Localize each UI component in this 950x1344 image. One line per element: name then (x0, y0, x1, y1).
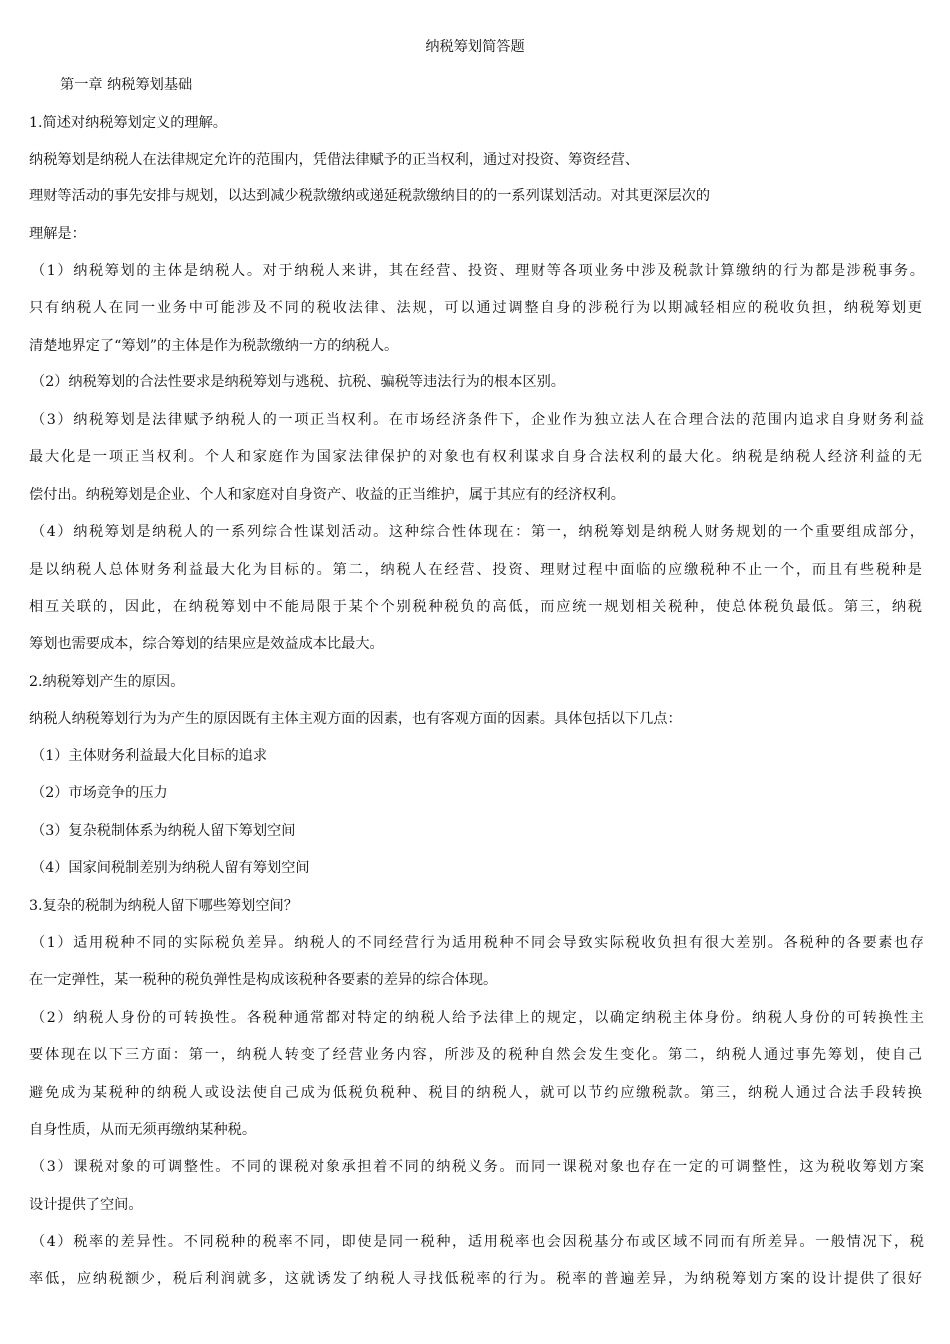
q3-point-1-line: （1）适用税种不同的实际税负差异。纳税人的不同经营行为适用税种不同会导致实际税收负担有很大差别。各税种的各要素也存 (31, 935, 924, 951)
q1-point-3-line: （3）纳税筹划是法律赋予纳税人的一项正当权利。在市场经济条件下，企业作为独立法人在合理合法的范围内追求自身财务利益 (31, 412, 924, 428)
question-2-intro: 纳税人纳税筹划行为为产生的原因既有主体主观方面的因素，也有客观方面的因素。具体包括以下几点： (29, 711, 682, 727)
q1-point-4-line: 是以纳税人总体财务利益最大化为目标的。第二，纳税人在经营、投资、理财过程中面临的应缴税种不止一个，而且有些税种是 (29, 562, 922, 578)
question-2-heading: 2.纳税筹划产生的原因。 (29, 674, 185, 690)
q3-point-2-line: （2）纳税人身份的可转换性。各税种通常都对特定的纳税人给予法律上的规定，以确定纳税主体身份。纳税人身份的可转换性主 (31, 1010, 924, 1026)
question-1-intro-line: 纳税筹划是纳税人在法律规定允许的范围内，凭借法律赋予的正当权利，通过对投资、筹资经营、 (29, 152, 640, 168)
q2-list-item: （2）市场竞争的压力 (31, 785, 168, 801)
q1-point-1-line: 清楚地界定了“筹划”的主体是作为税款缴纳一方的纳税人。 (29, 338, 399, 354)
question-1-heading: 1.简述对纳税筹划定义的理解。 (29, 115, 227, 131)
question-1-intro-line: 理解是： (29, 226, 86, 242)
q1-point-3-line: 偿付出。纳税筹划是企业、个人和家庭对自身资产、收益的正当维护，属于其应有的经济权利。 (29, 487, 625, 503)
q1-point-2: （2）纳税筹划的合法性要求是纳税筹划与逃税、抗税、骗税等违法行为的根本区别。 (31, 374, 565, 390)
q1-point-3-line: 最大化是一项正当权利。个人和家庭作为国家法律保护的对象也有权利谋求自身合法权利的最大化。纳税是纳税人经济利益的无 (29, 449, 922, 465)
question-3-heading: 3.复杂的税制为纳税人留下哪些筹划空间？ (29, 898, 298, 914)
q3-point-2-line: 要体现在以下三方面：第一，纳税人转变了经营业务内容，所涉及的税种自然会发生变化。第二，纳税人通过事先筹划，使自己 (29, 1047, 922, 1063)
q3-point-2-line: 自身性质，从而无须再缴纳某种税。 (29, 1122, 257, 1138)
q3-point-4-line: 率低，应纳税额少，税后利润就多，这就诱发了纳税人寻找低税率的行为。税率的普遍差异，为纳税筹划方案的设计提供了很好 (29, 1271, 922, 1287)
chapter-heading: 第一章 纳税筹划基础 (60, 77, 193, 93)
q2-list-item: （1）主体财务利益最大化目标的追求 (31, 748, 268, 764)
q1-point-4-line: （4）纳税筹划是纳税人的一系列综合性谋划活动。这种综合性体现在：第一，纳税筹划是纳税人财务规划的一个重要组成部分， (31, 524, 924, 540)
q3-point-1-line: 在一定弹性，某一税种的税负弹性是构成该税种各要素的差异的综合体现。 (29, 972, 498, 988)
q3-point-3-line: 设计提供了空间。 (29, 1197, 143, 1213)
q3-point-4-line: （4）税率的差异性。不同税种的税率不同，即使是同一税种，适用税率也会因税基分布或区域不同而有所差异。一般情况下，税 (31, 1234, 924, 1250)
q3-point-2-line: 避免成为某税种的纳税人或设法使自己成为低税负税种、税目的纳税人，就可以节约应缴税款。第三，纳税人通过合法手段转换 (29, 1085, 922, 1101)
q1-point-1-line: 只有纳税人在同一业务中可能涉及不同的税收法律、法规，可以通过调整自身的涉税行为以期减轻相应的税收负担，纳税筹划更 (29, 300, 922, 316)
page-title: 纳税筹划简答题 (425, 39, 525, 55)
q1-point-4-line: 筹划也需要成本，综合筹划的结果应是效益成本比最大。 (29, 636, 384, 652)
question-1-intro-line: 理财等活动的事先安排与规划，以达到减少税款缴纳或递延税款缴纳目的的一系列谋划活动。对其更深层次的 (29, 188, 711, 204)
q1-point-1-line: （1）纳税筹划的主体是纳税人。对于纳税人来讲，其在经营、投资、理财等各项业务中涉及税款计算缴纳的行为都是涉税事务。 (31, 263, 924, 279)
q2-list-item: （3）复杂税制体系为纳税人留下筹划空间 (31, 823, 296, 839)
q3-point-3-line: （3）课税对象的可调整性。不同的课税对象承担着不同的纳税义务。而同一课税对象也存在一定的可调整性，这为税收筹划方案 (31, 1159, 924, 1175)
q2-list-item: （4）国家间税制差别为纳税人留有筹划空间 (31, 860, 310, 876)
q1-point-4-line: 相互关联的，因此，在纳税筹划中不能局限于某个个别税种税负的高低，而应统一规划相关税种，使总体税负最低。第三，纳税 (29, 599, 922, 615)
